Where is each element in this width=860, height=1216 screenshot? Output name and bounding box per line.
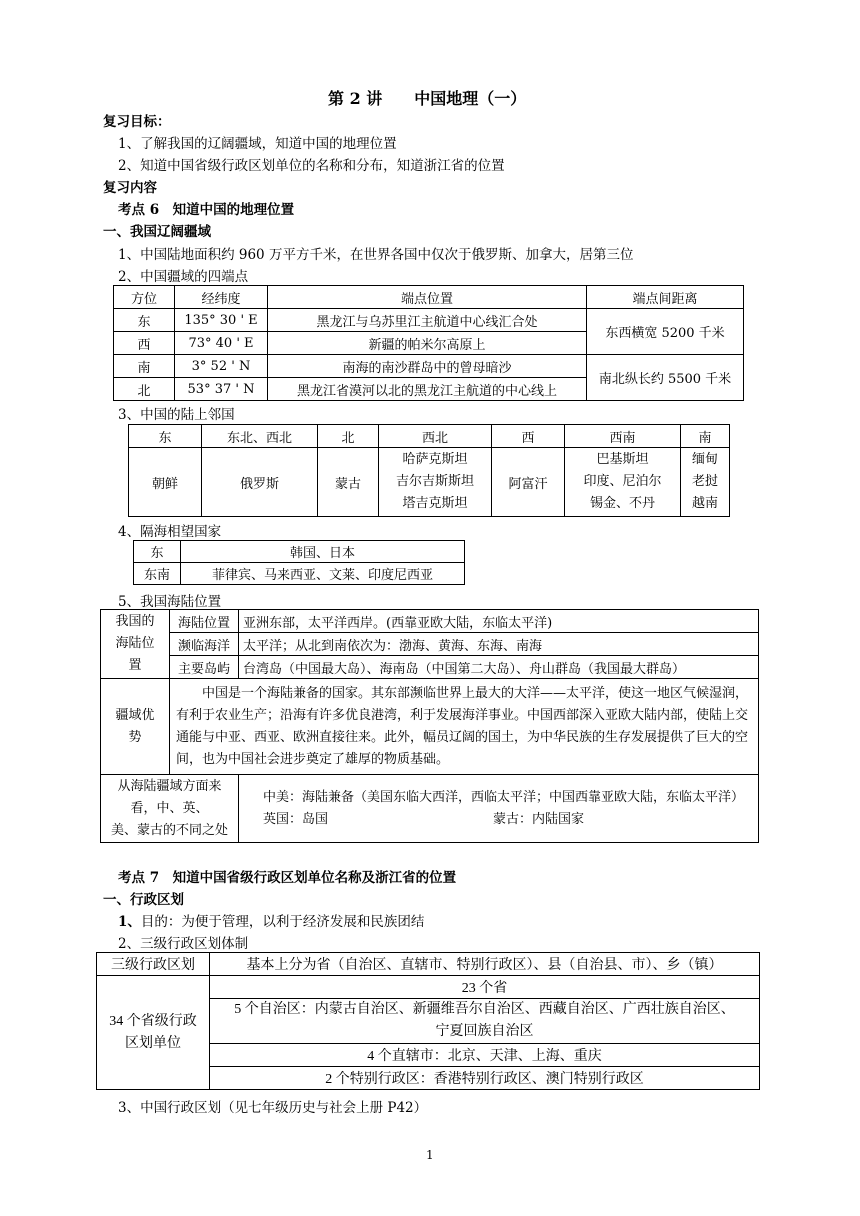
territory-advantage-text: 中国是一个海陆兼备的国家。其东部濒临世界上最大的大洋——太平洋，使这一地区气候湿润，有利于农业生产；沿海有许多优良港湾，利于发展海洋事业。中国西部深入亚欧大陆内部，使陆上交通能与中亚、西亚、欧洲直接往来。此外，幅员辽阔的国土，为中华民族的生存发展提供了巨大的空间，也为中国社会进步奠定了雄厚的物质基础。 xyxy=(170,679,759,775)
paragraph-5: 5、我国海陆位置 xyxy=(118,594,222,610)
goal-2: 2、知道中国省级行政区划单位的名称和分布，知道浙江省的位置 xyxy=(118,158,505,174)
table-cell: 亚洲东部，太平洋西岸。(西靠亚欧大陆，东临太平洋) xyxy=(239,610,759,633)
page-number: 1 xyxy=(426,1148,434,1162)
table-cell: 东南 xyxy=(134,563,181,585)
header-cell: 东 xyxy=(129,425,202,448)
purpose-line xyxy=(118,910,424,930)
table-cell: 东 xyxy=(134,541,181,563)
row-label: 我国的 xyxy=(115,614,155,629)
mongolia-text: 蒙古：内陆国家 xyxy=(493,811,585,827)
table-cell: 135° 30 ' E xyxy=(175,309,268,332)
paragraph-1: 1、中国陆地面积约 960 万平方千米，在世界各国中仅次于俄罗斯、加拿大，居第三位 xyxy=(118,247,634,263)
country-name: 巴基斯坦 xyxy=(596,452,649,467)
header-cell: 方位 xyxy=(114,286,175,309)
country-name: 越南 xyxy=(691,496,718,511)
table-cell: 北 xyxy=(114,378,175,401)
paragraph-3: 3、中国的陆上邻国 xyxy=(118,407,235,423)
table-cell xyxy=(101,775,239,843)
autonomous-regions-line: 宁夏回族自治区 xyxy=(435,1024,534,1039)
table-cell: 23 个省 xyxy=(210,976,760,999)
table-cell xyxy=(565,448,681,517)
table-cell: 基本上分为省（自治区、直辖市、特别行政区）、县（自治县、市）、乡（镇） xyxy=(210,953,760,976)
table-cell: 朝鲜 xyxy=(129,448,202,517)
table-cell: 黑龙江省漠河以北的黑龙江主航道的中心线上 xyxy=(268,378,587,401)
country-name: 印度、尼泊尔 xyxy=(583,474,662,489)
table-cell: 东 xyxy=(114,309,175,332)
table-cell xyxy=(239,775,759,843)
purpose-text: 目的：为便于管理，以利于经济发展和民族团结 xyxy=(140,914,425,930)
compare-label: 从海陆疆域方面来看，中、英、 xyxy=(117,778,222,816)
table-cell: 阿富汗 xyxy=(492,448,565,517)
extreme-points-table xyxy=(113,285,744,401)
header-cell: 南 xyxy=(681,425,730,448)
table-cell: 俄罗斯 xyxy=(202,448,318,517)
admin-map-reference: 3、中国行政区划（见七年级历史与社会上册 P42） xyxy=(118,1100,428,1116)
table-cell: 主要岛屿 xyxy=(170,656,239,679)
table-cell: 海陆位置 xyxy=(170,610,239,633)
country-name: 塔吉克斯坦 xyxy=(402,496,468,511)
header-cell: 端点位置 xyxy=(268,286,587,309)
table-cell: 韩国、日本 xyxy=(181,541,465,563)
country-name: 缅甸 xyxy=(691,452,718,467)
header-cell: 端点间距离 xyxy=(587,286,744,309)
table-cell: 南北纵长约 5500 千米 xyxy=(587,355,744,401)
uk-text: 英国：岛国 xyxy=(263,811,329,827)
table-cell: 台湾岛（中国最大岛）、海南岛（中国第二大岛）、舟山群岛（我国最大群岛） xyxy=(239,656,759,679)
goals-heading: 复习目标： xyxy=(103,114,171,130)
page-title: 第 2 讲 中国地理（一） xyxy=(328,89,527,108)
header-cell: 西南 xyxy=(565,425,681,448)
table-cell: 4 个直辖市：北京、天津、上海、重庆 xyxy=(210,1044,760,1067)
paragraph-2: 2、中国疆域的四端点 xyxy=(118,269,249,285)
purpose-number: 1、 xyxy=(118,914,141,930)
table-cell xyxy=(101,610,170,679)
header-cell: 西 xyxy=(492,425,565,448)
table-cell xyxy=(379,448,492,517)
table-cell: 菲律宾、马来西亚、文莱、印度尼西亚 xyxy=(181,563,465,585)
goal-1: 1、了解我国的辽阔疆域，知道中国的地理位置 xyxy=(118,136,397,152)
table-cell xyxy=(681,448,730,517)
compare-row xyxy=(263,809,750,831)
row-label: 置 xyxy=(128,658,142,673)
country-name: 锡金、不丹 xyxy=(589,496,655,511)
header-cell: 西北 xyxy=(379,425,492,448)
table-cell: 西 xyxy=(114,332,175,355)
table-cell: 3° 52 ' N xyxy=(175,355,268,378)
three-tier-heading: 2、三级行政区划体制 xyxy=(118,936,249,952)
kp7-heading: 考点 7 知道中国省级行政区划单位名称及浙江省的位置 xyxy=(118,870,457,886)
table-cell: 三级行政区划 xyxy=(97,953,210,976)
row-label: 势 xyxy=(128,729,142,745)
header-cell: 北 xyxy=(318,425,379,448)
table-cell xyxy=(97,976,210,1090)
header-cell: 经纬度 xyxy=(175,286,268,309)
section-2-heading: 一、行政区划 xyxy=(103,892,184,908)
table-cell: 太平洋；从北到南依次为：渤海、黄海、东海、南海 xyxy=(239,633,759,656)
admin-divisions-table xyxy=(96,952,760,1090)
row-label: 疆域优 xyxy=(115,707,155,723)
row-label: 区划单位 xyxy=(125,1035,181,1051)
row-label: 34 个省级行政 xyxy=(109,1013,197,1029)
sea-neighbors-table xyxy=(133,540,465,585)
sea-land-table xyxy=(100,609,759,843)
content-heading: 复习内容 xyxy=(103,180,157,196)
table-cell: 73° 40 ' E xyxy=(175,332,268,355)
section-1-heading: 一、我国辽阔疆域 xyxy=(103,224,211,240)
table-cell: 新疆的帕米尔高原上 xyxy=(268,332,587,355)
table-cell: 蒙古 xyxy=(318,448,379,517)
autonomous-regions-line: 5 个自治区：内蒙古自治区、新疆维吾尔自治区、西藏自治区、广西壮族自治区、 xyxy=(234,1002,735,1017)
paragraph-4: 4、隔海相望国家 xyxy=(118,524,222,540)
table-cell: 黑龙江与乌苏里江主航道中心线汇合处 xyxy=(268,309,587,332)
table-cell: 濒临海洋 xyxy=(170,633,239,656)
table-cell xyxy=(210,999,760,1044)
country-name: 哈萨克斯坦 xyxy=(402,452,468,467)
table-cell: 南 xyxy=(114,355,175,378)
compare-text: 中美：海陆兼备（美国东临大西洋，西临太平洋；中国西靠亚欧大陆，东临太平洋） xyxy=(263,789,745,805)
row-label: 海陆位 xyxy=(115,636,155,651)
kp6-heading: 考点 6 知道中国的地理位置 xyxy=(118,202,295,218)
table-cell: 2 个特别行政区：香港特别行政区、澳门特别行政区 xyxy=(210,1067,760,1090)
country-name: 老挝 xyxy=(691,474,718,489)
country-name: 吉尔吉斯斯坦 xyxy=(395,474,474,489)
table-cell: 南海的南沙群岛中的曾母暗沙 xyxy=(268,355,587,378)
land-neighbors-table xyxy=(128,424,730,517)
table-cell: 东西横宽 5200 千米 xyxy=(587,309,744,355)
header-cell: 东北、西北 xyxy=(202,425,318,448)
table-cell xyxy=(101,679,170,775)
compare-label: 美、蒙古的不同之处 xyxy=(110,822,228,838)
table-cell: 53° 37 ' N xyxy=(175,378,268,401)
